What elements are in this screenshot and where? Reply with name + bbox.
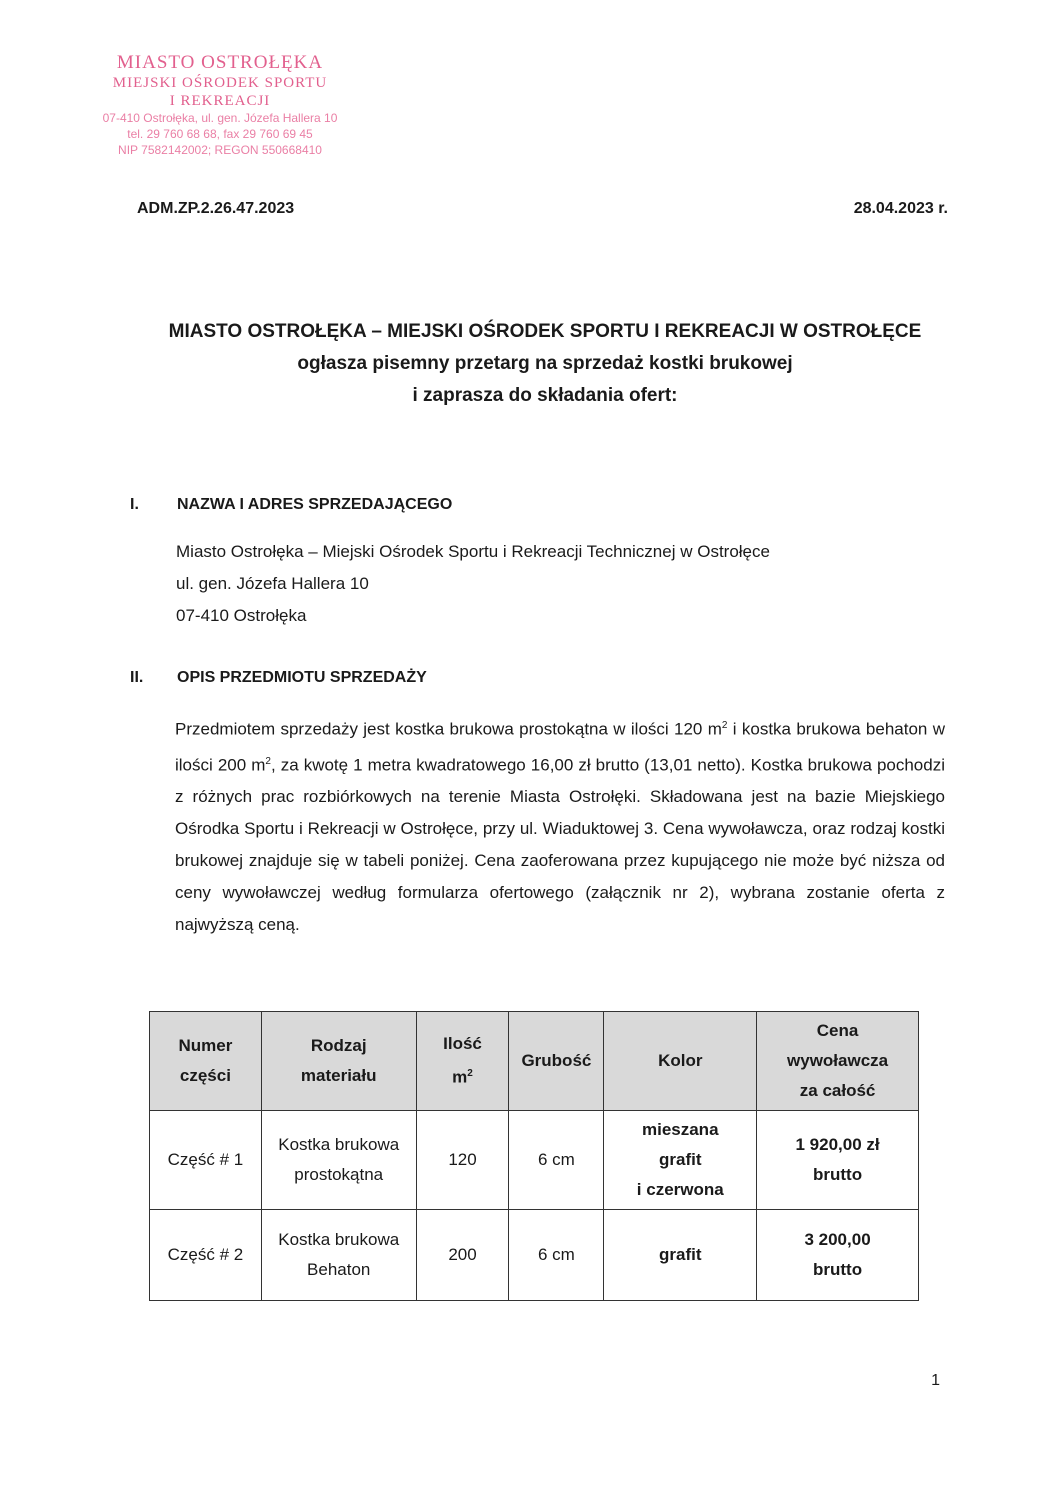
table-cell: Część # 1 xyxy=(150,1111,262,1210)
title-line: i zaprasza do składania ofert: xyxy=(412,385,678,406)
page-number: 1 xyxy=(931,1372,940,1389)
description-paragraph xyxy=(175,710,945,941)
table-cell: Część # 2 xyxy=(150,1210,262,1301)
table-cell: 120 xyxy=(416,1111,509,1210)
offer-table xyxy=(149,1011,919,1301)
document-date: 28.04.2023 r. xyxy=(853,200,948,217)
table-cell: Kostka brukowa prostokątna xyxy=(261,1111,416,1210)
section-title: OPIS PRZEDMIOTU SPRZEDAŻY xyxy=(177,669,427,686)
table-cell: 6 cm xyxy=(509,1210,604,1301)
address-line: 07-410 Ostrołęka xyxy=(176,606,307,625)
table-cell: 200 xyxy=(416,1210,509,1301)
section-number: I. xyxy=(130,496,139,513)
section-heading xyxy=(130,669,427,687)
paragraph-text: , za kwotę 1 metra kwadratowego 16,00 zł brutto (13,01 netto). Kostka brukowa pochodzi z różnych prac rozbiórkowych na terenie Miasta Ostrołęki. Składowana jest na bazie Miejskiego Ośrodka Sportu i Rekreacji w Ostrołęce, przy ul. Wiaduktowej 3. Cena wywoławcza, oraz rodzaj kostki brukowej znajduje się w tabeli poniżej. Cena zaoferowana przez kupującego nie może być niższa od ceny wywoławczej według formularza ofertowego (załącznik nr 2), wybrana zostanie oferta z najwyższą ceną. xyxy=(175,755,945,935)
superscript: 2 xyxy=(265,755,271,767)
stamp-line: NIP 7582142002; REGON 550668410 xyxy=(118,143,322,157)
table-header-row xyxy=(150,1012,919,1111)
header-cell: Cena wywoławcza za całość xyxy=(757,1012,919,1111)
paragraph-text: Przedmiotem sprzedaży jest kostka brukowa prostokątna w ilości 120 m xyxy=(175,719,722,739)
table-cell: mieszana grafit i czerwona xyxy=(604,1111,757,1210)
address-line: ul. gen. Józefa Hallera 10 xyxy=(176,574,369,593)
institution-stamp xyxy=(70,52,370,158)
section-number: II. xyxy=(130,669,144,686)
table-cell: 3 200,00 brutto xyxy=(757,1210,919,1301)
table-row xyxy=(150,1111,919,1210)
section-title: NAZWA I ADRES SPRZEDAJĄCEGO xyxy=(177,496,453,513)
section-heading xyxy=(130,496,452,514)
superscript: 2 xyxy=(721,720,728,731)
title-line: ogłasza pisemny przetarg na sprzedaż kostki brukowej xyxy=(297,353,793,374)
stamp-line: tel. 29 760 68 68, fax 29 760 69 45 xyxy=(127,127,313,141)
table-cell: Kostka brukowa Behaton xyxy=(261,1210,416,1301)
table-cell: grafit xyxy=(604,1210,757,1301)
table-cell: 6 cm xyxy=(509,1111,604,1210)
header-cell: Ilość $m^2$ xyxy=(416,1012,509,1111)
stamp-line: MIEJSKI OŚRODEK SPORTU xyxy=(112,75,328,91)
paragraph-text: i kostka brukowa behaton w ilości 200 m xyxy=(175,719,945,775)
reference-number: ADM.ZP.2.26.47.2023 xyxy=(137,200,295,217)
table-cell: 1 920,00 zł brutto xyxy=(757,1111,919,1210)
table-row xyxy=(150,1210,919,1301)
header-cell: Grubość xyxy=(509,1012,604,1111)
seller-address xyxy=(176,536,770,632)
header-cell: Rodzaj materiału xyxy=(261,1012,416,1111)
title-line: MIASTO OSTROŁĘKA – MIEJSKI OŚRODEK SPORTU I REKREACJI W OSTROŁĘCE xyxy=(168,321,922,342)
header-cell: Numer części xyxy=(150,1012,262,1111)
stamp-line: I REKREACJI xyxy=(169,93,271,109)
stamp-line: MIASTO OSTROŁĘKA xyxy=(116,52,324,73)
document-title xyxy=(100,316,990,412)
header-cell: Kolor xyxy=(604,1012,757,1111)
stamp-line: 07-410 Ostrołęka, ul. gen. Józefa Hallera 10 xyxy=(102,111,338,125)
address-line: Miasto Ostrołęka – Miejski Ośrodek Sportu i Rekreacji Technicznej w Ostrołęce xyxy=(176,542,770,561)
